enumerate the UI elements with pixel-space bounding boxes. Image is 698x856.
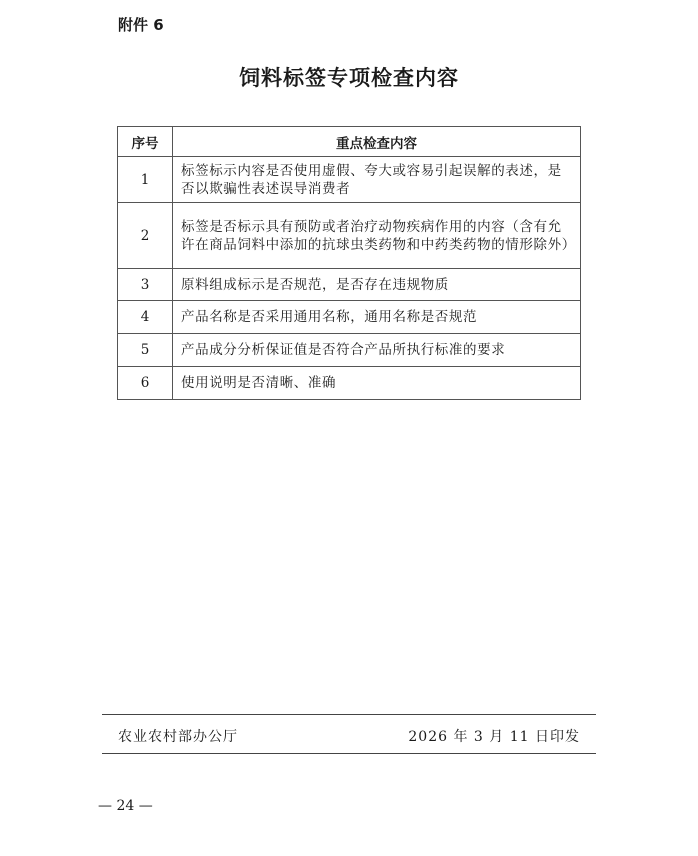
inspection-table — [117, 126, 581, 400]
row-number: 3 — [118, 269, 173, 301]
attachment-label: 附件 6 — [118, 16, 164, 34]
row-content: 产品名称是否采用通用名称，通用名称是否规范 — [173, 301, 581, 334]
row-content: 产品成分分析保证值是否符合产品所执行标准的要求 — [173, 334, 581, 367]
table-row — [118, 157, 581, 203]
document-title: 饲料标签专项检查内容 — [239, 66, 459, 90]
table-row — [118, 367, 581, 400]
row-content: 使用说明是否清晰、准确 — [173, 367, 581, 400]
page-number: — 24 — — [98, 798, 153, 814]
row-number: 5 — [118, 334, 173, 367]
row-content: 标签标示内容是否使用虚假、夸大或容易引起误解的表述，是否以欺骗性表述误导消费者 — [173, 157, 581, 203]
table-header-row — [118, 127, 581, 157]
footer-bottom-rule — [102, 753, 596, 754]
header-number: 序号 — [118, 127, 173, 157]
header-content: 重点检查内容 — [173, 127, 581, 157]
row-number: 4 — [118, 301, 173, 334]
print-date: 2026 年 3 月 11 日印发 — [408, 729, 580, 745]
footer-top-rule — [102, 714, 596, 715]
row-number: 6 — [118, 367, 173, 400]
row-content: 标签是否标示具有预防或者治疗动物疾病作用的内容（含有允许在商品饲料中添加的抗球虫类药物和中药类药物的情形除外） — [173, 203, 581, 269]
table-row — [118, 269, 581, 301]
table-row — [118, 301, 581, 334]
row-content: 原料组成标示是否规范，是否存在违规物质 — [173, 269, 581, 301]
table-row — [118, 203, 581, 269]
row-number: 1 — [118, 157, 173, 203]
issuing-office: 农业农村部办公厅 — [118, 729, 238, 745]
table-row — [118, 334, 581, 367]
row-number: 2 — [118, 203, 173, 269]
